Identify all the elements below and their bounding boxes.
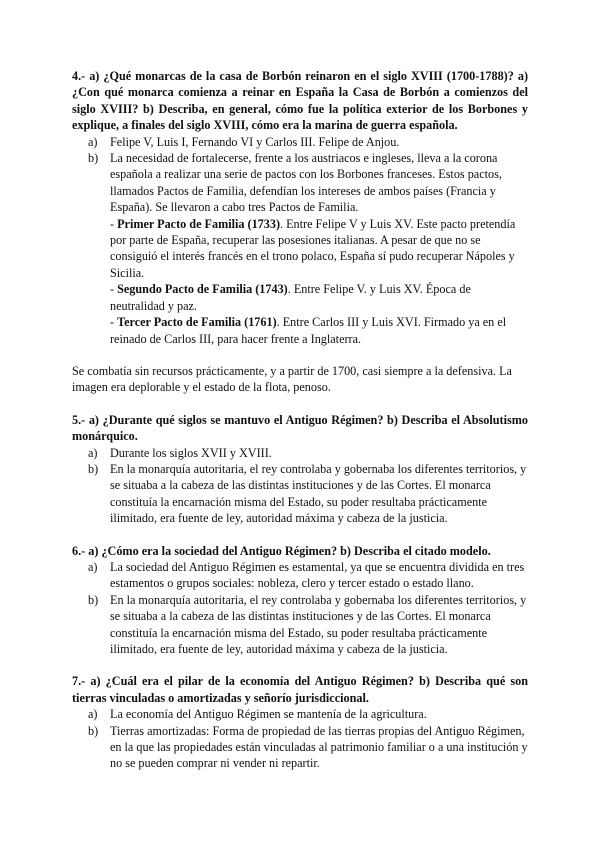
pacto-name: Tercer Pacto de Familia (1761) <box>117 315 277 330</box>
pacto-item <box>110 314 528 347</box>
answer-6b <box>72 592 528 658</box>
question-6 <box>72 543 528 658</box>
question-7 <box>72 673 528 771</box>
question-5-title: 5.- a) ¿Durante qué siglos se mantuvo el Antiguo Régimen? b) Describa el Absolutismo monárquico. <box>72 412 528 444</box>
answer-text <box>110 150 528 347</box>
answer-6a <box>72 559 528 592</box>
pacto-item <box>110 281 528 314</box>
answer-text: La economía del Antiguo Régimen se mantenía de la agricultura. <box>110 707 427 722</box>
answer-label: b) <box>88 723 99 738</box>
question-4-answers <box>72 134 528 347</box>
answer-7a <box>72 706 528 722</box>
question-6-answers <box>72 559 528 657</box>
document-page <box>72 68 528 772</box>
question-5 <box>72 412 528 527</box>
answer-5b <box>72 461 528 527</box>
answer-label: a) <box>88 559 98 574</box>
pacto-dash: - <box>110 216 118 231</box>
answer-4a <box>72 134 528 150</box>
question-7-answers <box>72 706 528 772</box>
answer-text: Durante los siglos XVII y XVIII. <box>110 445 272 460</box>
answer-7b <box>72 723 528 772</box>
answer-4b <box>72 150 528 347</box>
pacto-item <box>110 216 528 282</box>
pacto-dash: - <box>110 315 118 330</box>
answer-text: En la monarquía autoritaria, el rey controlaba y gobernaba los diferentes territorios, y se situaba a la cabeza de las distintas instituciones y de las Cortes. El monarca constituía la encarnación misma del Estado, su poder resultaba prácticamente ilimitado, era fuente de ley, autoridad máxima y cabeza de la justicia. <box>110 592 527 656</box>
pacto-dash: - <box>110 282 118 297</box>
answer-label: a) <box>88 707 98 722</box>
question-7-title: 7.- a) ¿Cuál era el pilar de la economía del Antiguo Régimen? b) Describa qué son tierras vinculadas o amortizadas y señorío jurisdiccional. <box>72 674 528 705</box>
pacto-text: . Entre Felipe V. y Luis XV. Época de neutralidad y paz. <box>110 282 471 313</box>
pacto-text: . Entre Carlos III y Luis XVI. Firmado ya en el reinado de Carlos III, para hacer frente a Inglaterra. <box>110 315 507 346</box>
question-6-title: 6.- a) ¿Cómo era la sociedad del Antiguo Régimen? b) Describa el citado modelo. <box>72 543 491 558</box>
question-4-closing: Se combatía sin recursos prácticamente, y a partir de 1700, casi siempre a la defensiva. La imagen era deplorable y el estado de la flota, penoso. <box>72 363 512 395</box>
question-4-title: 4.- a) ¿Qué monarcas de la casa de Borbón reinaron en el siglo XVIII (1700-1788)? a) ¿Con qué monarca comienza a reinar en España la Casa de Borbón a comienzos del siglo XVIII? b) Describa, en general, cómo fue la política exterior de los Borbones y explique, a finales del siglo XVIII, cómo era la marina de guerra española. <box>72 69 528 133</box>
answer-text: Felipe V, Luis I, Fernando VI y Carlos III. Felipe de Anjou. <box>110 134 400 149</box>
pactos-intro: La necesidad de fortalecerse, frente a los austriacos e ingleses, lleva a la corona española a realizar una serie de pactos con los Borbones franceses. Estos pactos, llamados Pactos de Familia, defendían los intereses de ambos países (Francia y España). Se llevaron a cabo tres Pactos de Familia. <box>110 151 502 215</box>
pacto-name: Primer Pacto de Familia (1733) <box>117 216 281 231</box>
pacto-text: . Entre Felipe V y Luis XV. Este pacto pretendía por parte de España, recuperar las posesiones italianas. A pesar de que no se consiguió el interés francés en el trono polaco, España sí pudo recuperar Nápoles y Sicilia. <box>110 216 516 280</box>
answer-text: La sociedad del Antiguo Régimen es estamental, ya que se encuentra dividida en tres estamentos o grupos sociales: nobleza, clero y tercer estado o estado llano. <box>110 559 525 591</box>
question-5-answers <box>72 445 528 527</box>
question-4 <box>72 68 528 396</box>
answer-label: b) <box>88 151 99 166</box>
answer-text: En la monarquía autoritaria, el rey controlaba y gobernaba los diferentes territorios, y se situaba a la cabeza de las distintas instituciones y de las Cortes. El monarca constituía la encarnación misma del Estado, su poder resultaba prácticamente ilimitado, era fuente de ley, autoridad máxima y cabeza de la justicia. <box>110 461 527 526</box>
pacto-name: Segundo Pacto de Familia (1743) <box>117 282 288 297</box>
answer-5a <box>72 445 528 461</box>
answer-label: a) <box>88 134 98 149</box>
answer-label: b) <box>88 592 99 607</box>
answer-text: Tierras amortizadas: Forma de propiedad de las tierras propias del Antiguo Régimen, en la que las propiedades están vinculadas al patrimonio familiar o a una institución y no se pueden comprar ni vender ni repartir. <box>110 723 528 771</box>
answer-label: a) <box>88 445 98 460</box>
answer-label: b) <box>88 461 99 476</box>
